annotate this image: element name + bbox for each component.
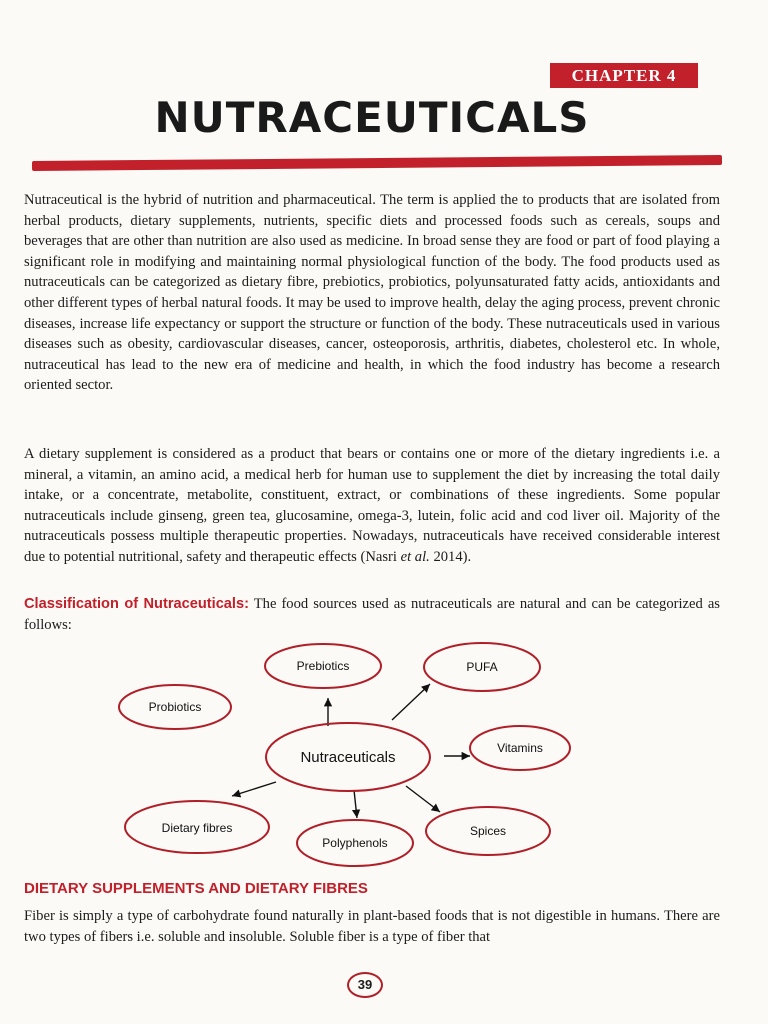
node-vitamins xyxy=(470,726,570,770)
node-label: Prebiotics xyxy=(296,659,350,673)
node-probiotics xyxy=(119,685,231,729)
node-prebiotics xyxy=(265,644,381,688)
page-number: 39 xyxy=(347,972,383,998)
node-label: PUFA xyxy=(466,660,498,674)
section-paragraph: Fiber is simply a type of carbohydrate found naturally in plant-based foods that is not digestible in humans. There are two types of fibers i.e. soluble and insoluble. Soluble fiber is a type of fiber that xyxy=(24,908,720,945)
citation-year: 2014). xyxy=(429,548,472,565)
arrow-to-spices xyxy=(406,786,440,812)
node-spices xyxy=(426,807,550,855)
center-label: Nutraceuticals xyxy=(300,749,396,766)
dietary-supplement-paragraph xyxy=(24,444,720,568)
arrow-to-dietary-fibres xyxy=(232,782,276,796)
section-heading: DIETARY SUPPLEMENTS AND DIETARY FIBRES xyxy=(24,880,368,897)
node-pufa xyxy=(424,643,540,691)
node-polyphenols xyxy=(297,820,413,866)
classification-label: Classification of Nutraceuticals: xyxy=(24,596,249,612)
chapter-label: CHAPTER 4 xyxy=(550,63,698,88)
classification-paragraph xyxy=(24,594,720,635)
title-underline xyxy=(32,155,722,171)
citation-et-al: et al. xyxy=(400,548,430,565)
node-label: Probiotics xyxy=(148,700,202,714)
classification-text: The food sources used as nutraceuticals are natural and can be categorized as follows: xyxy=(24,596,720,633)
node-label: Vitamins xyxy=(497,741,543,755)
node-label: Polyphenols xyxy=(322,836,388,850)
node-label: Dietary fibres xyxy=(161,821,233,835)
arrow-to-polyphenols xyxy=(354,790,357,818)
node-dietary-fibres xyxy=(125,801,269,853)
node-label: Spices xyxy=(469,824,507,838)
paragraph-text: A dietary supplement is considered as a product that bears or contains one or more of the dietary ingredients i.e. a mineral, a vitamin, an amino acid, a medical herb for human use to supplement the diet by increasing the total daily intake, or a concentrate, metabolite, constituent, extract, or combinations of these ingredients. Some popular nutraceuticals include ginseng, green tea, glucosamine, omega-3, lutein, folic acid and cod liver oil. Majority of the nutraceuticals possess multiple therapeutic properties. Nowadays, nutraceuticals have received considerable interest due to potential nutritional, safety and therapeutic effects (Nasri xyxy=(24,446,720,565)
arrow-to-pufa xyxy=(392,684,430,720)
node-center xyxy=(266,723,430,791)
chapter-title: NUTRACEUTICALS xyxy=(154,93,590,142)
classification-diagram xyxy=(0,640,768,870)
intro-paragraph: Nutraceutical is the hybrid of nutrition and pharmaceutical. The term is applied the to products that are isolated from herbal products, dietary supplements, nutrients, specific diets and processed foods such as cereals, soups and beverages that are other than nutrition are also used as medicine. In broad sense they are food or part of food playing a significant role in modifying and maintaining normal physiological function of the body. The food products used as nutraceuticals can be categorized as dietary fibre, prebiotics, probiotics, polyunsaturated fatty acids, antioxidants and other different types of herbal natural foods. It may be used to improve health, delay the aging process, prevent chronic diseases, increase life expectancy or support the structure or function of the body. These nutraceuticals used in various diseases such as obesity, cardiovascular diseases, cancer, osteoporosis, arthritis, diabetes, cholesterol etc. In whole, nutraceutical has lead to the new era of medicine and health, in which the food industry has become a research oriented sector. xyxy=(24,192,720,394)
